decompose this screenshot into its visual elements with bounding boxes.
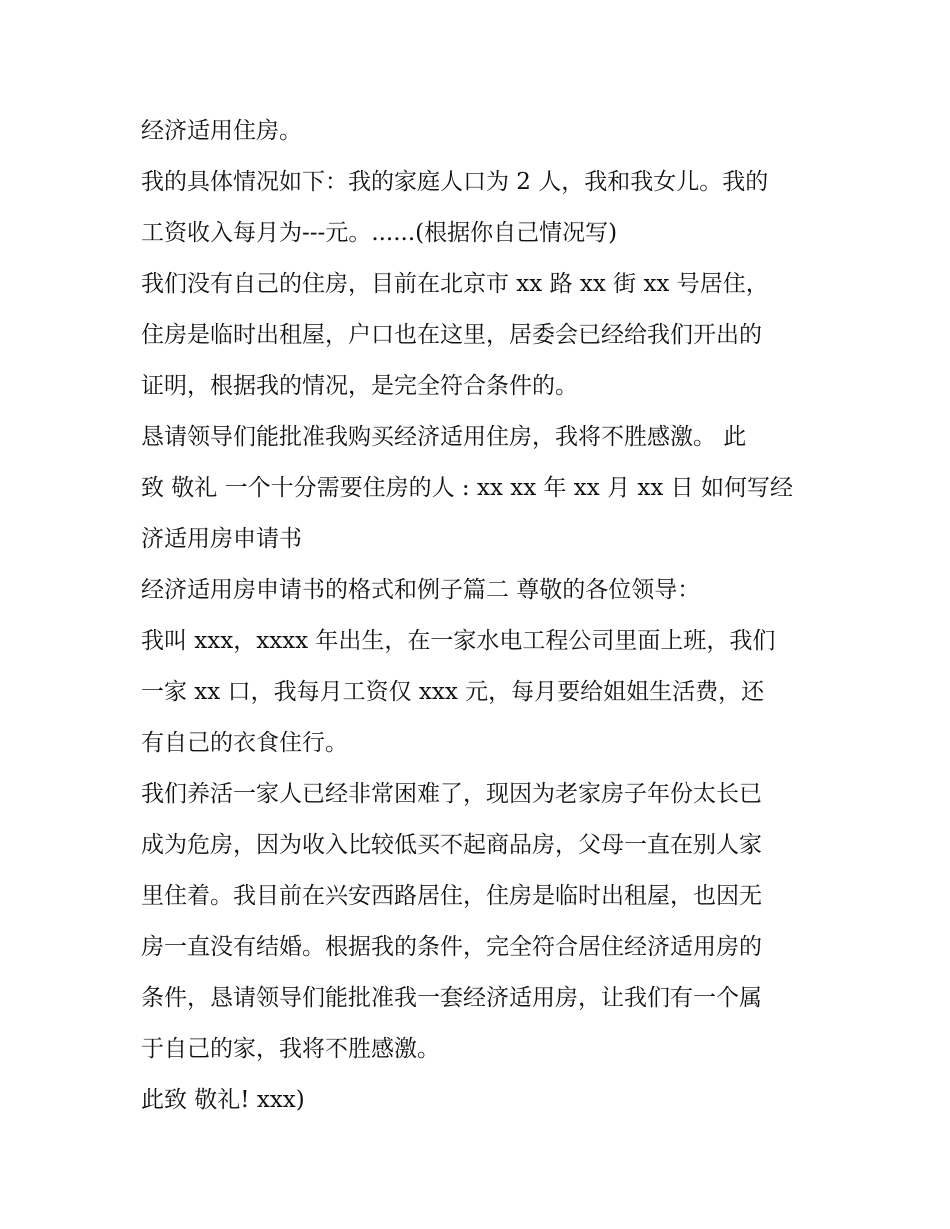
text-line: 我们养活一家人已经非常困难了，现因为老家房子年份太长已 [141, 781, 762, 807]
text-line: 证明，根据我的情况，是完全符合条件的。 [141, 373, 578, 399]
text-line: 里住着。我目前在兴安西路居住，住房是临时出租屋，也因无 [141, 883, 762, 909]
text-line: 条件，恳请领导们能批准我一套经济适用房，让我们有一个属 [141, 985, 762, 1011]
section-heading-line: 经济适用房申请书的格式和例子篇二 尊敬的各位领导： [141, 577, 701, 603]
text-line: 工资收入每月为---元。......(根据你自己情况写) [141, 220, 618, 246]
text-line: 住房是临时出租屋，户口也在这里，居委会已经给我们开出的 [141, 322, 762, 348]
text-line: 经济适用住房。 [141, 118, 302, 144]
text-line: 成为危房，因为收入比较低买不起商品房，父母一直在别人家 [141, 832, 762, 858]
document-body [141, 106, 821, 1126]
text-line: 济适用房申请书 [141, 526, 302, 552]
text-line: 房一直没有结婚。根据我的条件，完全符合居住经济适用房的 [141, 934, 762, 960]
text-line: 我的具体情况如下：我的家庭人口为 2 人，我和我女儿。我的 [141, 169, 769, 195]
text-line: 我叫 xxx，xxxx 年出生，在一家水电工程公司里面上班，我们 [141, 628, 776, 654]
text-line: 致 敬礼 一个十分需要住房的人 : xx xx 年 xx 月 xx 日 如何写经 [141, 475, 793, 501]
closing-line: 此致 敬礼! xxx) [141, 1087, 305, 1113]
text-line: 恳请领导们能批准我购买经济适用住房，我将不胜感激。 此 [141, 424, 747, 450]
text-line: 我们没有自己的住房，目前在北京市 xx 路 xx 街 xx 号居住， [141, 271, 769, 297]
text-line: 于自己的家，我将不胜感激。 [141, 1036, 440, 1062]
text-line: 一家 xx 口，我每月工资仅 xxx 元，每月要给姐姐生活费，还 [141, 679, 765, 705]
text-line: 有自己的衣食住行。 [141, 730, 348, 756]
